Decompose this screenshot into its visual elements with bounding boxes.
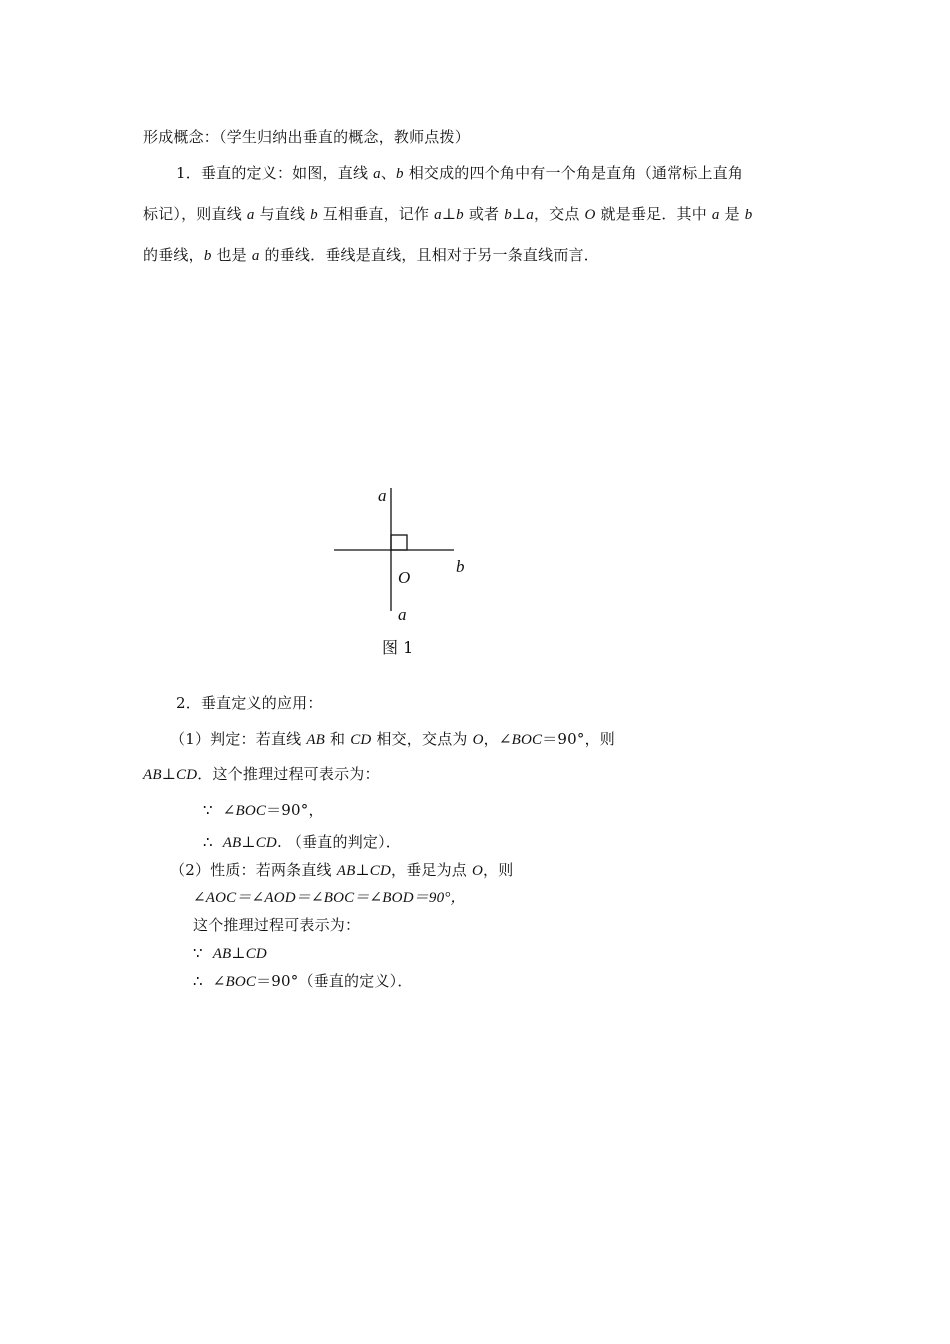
right-angle-mark [391, 535, 407, 550]
judgement-line-1: （1）判定：若直线 AB 和 CD 相交，交点为 O，∠BOC＝90°，则 [170, 730, 615, 748]
label-b: b [456, 557, 465, 576]
label-o: O [398, 568, 411, 587]
perpendicular-figure [325, 480, 485, 660]
judgement-line-2: AB⊥CD．这个推理过程可表示为： [143, 765, 380, 783]
definition-line-1: 1．垂直的定义：如图，直线 a、b 相交成的四个角中有一个角是直角（通常标上直角 [176, 164, 744, 182]
definition-line-2: 标记），则直线 a 与直线 b 互相垂直，记作 a⊥b 或者 b⊥a，交点 O 就是垂足．其中 a 是 b [143, 205, 753, 223]
figure-caption: 图 1 [382, 638, 414, 657]
property-expression: 这个推理过程可表示为： [193, 916, 361, 934]
label-a-top: a [378, 486, 387, 505]
property-angles: ∠AOC＝∠AOD＝∠BOC＝∠BOD＝90°， [193, 890, 466, 906]
label-a-bottom: a [398, 605, 407, 624]
since-line-2: ∵ AB⊥CD [193, 944, 267, 962]
definition-line-3: 的垂线，b 也是 a 的垂线．垂线是直线，且相对于另一条直线而言． [143, 246, 599, 264]
therefore-line-1: ∴ AB⊥CD. （垂直的判定）． [203, 833, 402, 851]
therefore-line-2: ∴ ∠BOC＝90°（垂直的定义）． [193, 972, 413, 990]
application-title: 2．垂直定义的应用： [176, 694, 323, 712]
section-heading: 形成概念：（学生归纳出垂直的概念，教师点拨） [143, 128, 470, 146]
since-line-1: ∵ ∠BOC＝90°， [203, 801, 324, 819]
property-line-1: （2）性质：若两条直线 AB⊥CD，垂足为点 O，则 [170, 861, 514, 879]
